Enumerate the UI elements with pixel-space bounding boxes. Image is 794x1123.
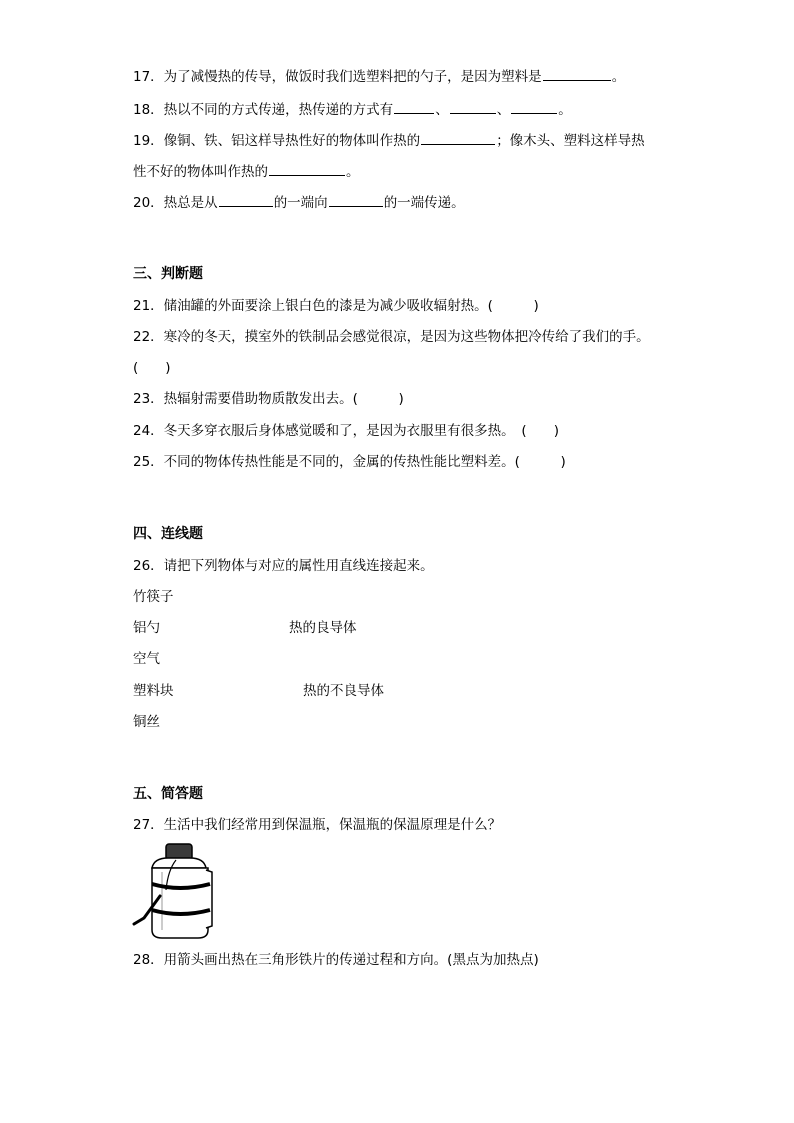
answer-blank[interactable] (543, 67, 611, 81)
question-25: 25．不同的物体传热性能是不同的，金属的传热性能比塑料差。( ) (133, 454, 566, 470)
answer-blank[interactable] (329, 193, 383, 207)
thermos-bottle-illustration (132, 840, 216, 942)
answer-blank[interactable] (219, 193, 273, 207)
question-20: 20．热总是从 的一端向 的一端传递。 (133, 195, 465, 211)
question-19-line-2: 性不好的物体叫作热的 。 (133, 164, 360, 180)
question-22-line-1: 22．寒冷的冬天，摸室外的铁制品会感觉很凉，是因为这些物体把冷传给了我们的手。 (133, 329, 650, 345)
matching-item[interactable]: 塑料块 (133, 683, 174, 699)
question-19-line-1: 19．像铜、铁、铝这样导热性好的物体叫作热的 ；像木头、塑料这样导热 (133, 133, 645, 149)
question-24: 24．冬天多穿衣服后身体感觉暖和了，是因为衣服里有很多热。 ( ) (133, 423, 559, 439)
section-4-heading: 四、连线题 (133, 526, 203, 542)
section-5-heading: 五、简答题 (133, 786, 203, 802)
question-22-line-2: ( ) (133, 360, 171, 376)
matching-item[interactable]: 铜丝 (133, 714, 160, 730)
answer-blank[interactable] (394, 100, 434, 114)
matching-item[interactable]: 空气 (133, 651, 160, 667)
question-26: 26．请把下列物体与对应的属性用直线连接起来。 (133, 558, 434, 574)
question-27: 27．生活中我们经常用到保温瓶，保温瓶的保温原理是什么？ (133, 817, 502, 833)
question-23: 23．热辐射需要借助物质散发出去。( ) (133, 391, 404, 407)
matching-item[interactable]: 铝勺 (133, 620, 160, 636)
matching-item[interactable]: 竹筷子 (133, 589, 174, 605)
question-18: 18．热以不同的方式传递，热传递的方式有 、 、 。 (133, 102, 572, 118)
answer-blank[interactable] (450, 100, 496, 114)
matching-property[interactable]: 热的良导体 (289, 620, 357, 636)
question-17: 17．为了减慢热的传导，做饭时我们选塑料把的勺子，是因为塑料是 。 (133, 69, 626, 85)
question-28: 28．用箭头画出热在三角形铁片的传递过程和方向。(黑点为加热点) (133, 952, 539, 968)
question-21: 21．储油罐的外面要涂上银白色的漆是为减少吸收辐射热。( ) (133, 298, 539, 314)
answer-blank[interactable] (511, 100, 557, 114)
answer-blank[interactable] (421, 131, 495, 145)
matching-property[interactable]: 热的不良导体 (303, 683, 384, 699)
section-3-heading: 三、判断题 (133, 266, 203, 282)
answer-blank[interactable] (269, 162, 345, 176)
